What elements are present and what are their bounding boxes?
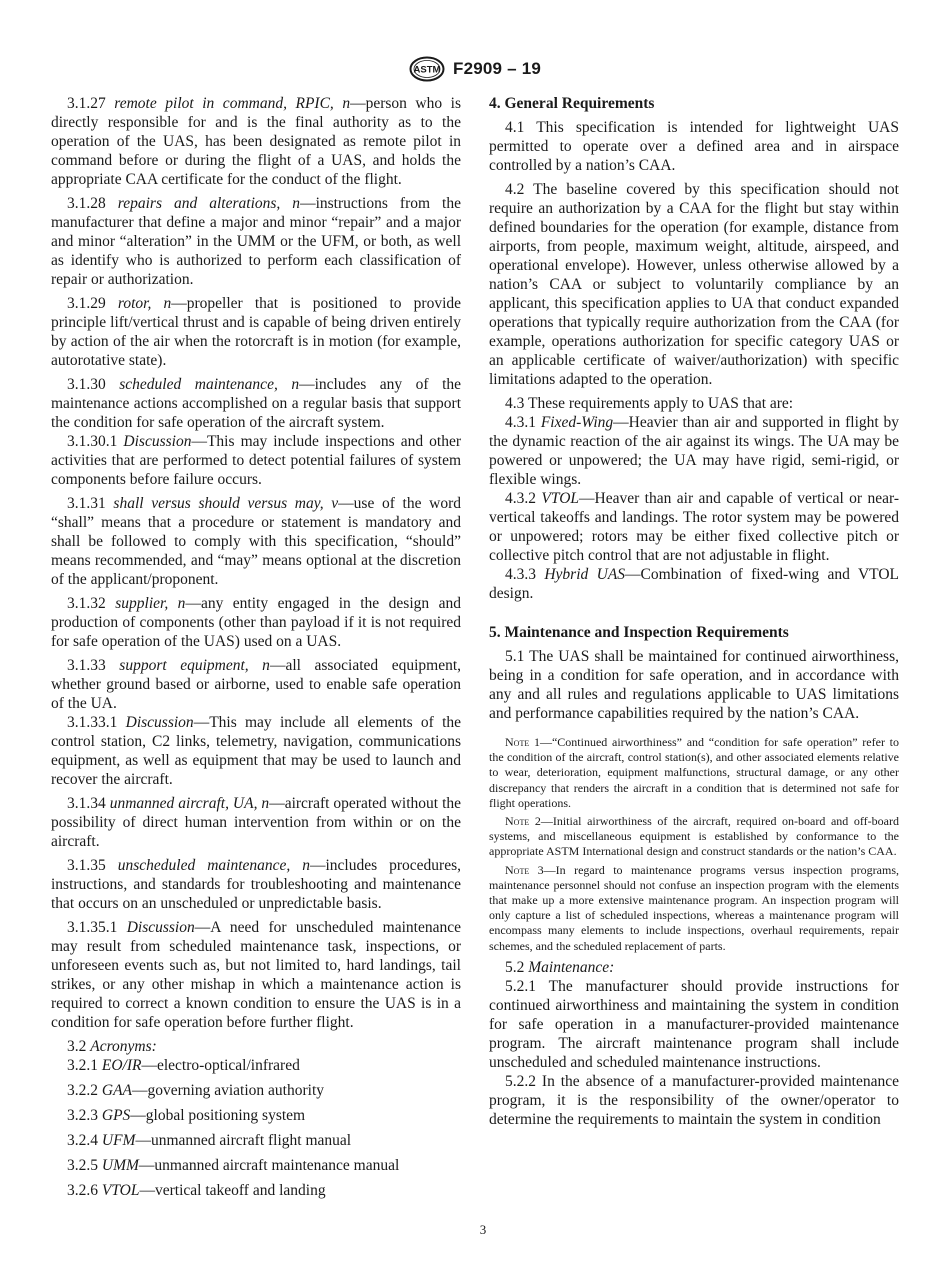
paragraph-4-3-1: 4.3.1 Fixed-Wing—Heavier than air and supported in flight by the dynamic reaction of the air against its wings. The UA may be powered or unpowered; the UA may have rigid, semi-rigid, or flexible wings.	[489, 414, 900, 488]
acronyms-heading: 3.2 Acronyms:	[67, 1038, 157, 1055]
page-header	[0, 56, 950, 82]
acronym-3-2-5: 3.2.5 UMM—unmanned aircraft maintenance manual	[67, 1157, 400, 1174]
definition-3-1-34: 3.1.34 unmanned aircraft, UA, n—aircraft operated without the possibility of direct human intervention from within or on the aircraft.	[51, 795, 461, 850]
paragraph-5-2: 5.2 Maintenance:	[505, 958, 615, 976]
definition-3-1-32: 3.1.32 supplier, n—any entity engaged in the design and production of components (other than payload if it is not required for safe operation of the UAS) used on a UAS.	[51, 595, 461, 650]
discussion-3-1-30-1: 3.1.30.1 Discussion—This may include inspections and other activities that are performed to detect potential failures of system components before failure occurs.	[51, 433, 461, 488]
discussion-3-1-35-1: 3.1.35.1 Discussion—A need for unscheduled maintenance may result from scheduled maintenance task, inspections, or unforeseen events such as, but not limited to, hard landings, tail strikes, or any other mishap in which a maintenance action is required to correct a known condition to ensure the UAS is in a condition for safe operation before further flight.	[51, 919, 462, 1031]
paragraph-4-3-3: 4.3.3 Hybrid UAS—Combination of fixed-wing and VTOL design.	[489, 566, 899, 602]
definition-3-1-33: 3.1.33 support equipment, n—all associated equipment, whether ground based or airborne, used to enable safe operation of the UA.	[51, 657, 462, 712]
astm-logo-text: ASTM	[413, 64, 441, 76]
definition-3-1-29: 3.1.29 rotor, n—propeller that is positioned to provide principle lift/vertical thrust and is capable of being driven entirely by action of the air when the rotorcraft is in motion (for example, autorotative state).	[51, 295, 462, 369]
discussion-3-1-33-1: 3.1.33.1 Discussion—This may include all elements of the control station, C2 links, telemetry, navigation, communications equipment, as well as equipment that may be used to launch and recover the aircraft.	[51, 714, 462, 788]
note-3: Note 3—In regard to maintenance programs versus inspection programs, maintenance personnel should not confuse an inspection program with the elements that make up a more extensive maintenance program. An inspection program will only capture a list of scheduled inspections, whereas a maintenance program will encompass many elements to include inspections, overhaul requirements, repair schemes, and the scheduled replacement of parts.	[489, 862, 899, 953]
paragraph-4-1: 4.1 This specification is intended for lightweight UAS permitted to operate over a defined area and in airspace controlled by a nation’s CAA.	[489, 119, 899, 174]
document-designation: F2909 – 19	[452, 59, 541, 78]
definition-3-1-31: 3.1.31 shall versus should versus may, v—use of the word “shall” means that a procedure or statement is mandatory and shall be followed to comply with this specification, “should” means recommended, and “may” means optional at the discretion of the applicant/proponent.	[51, 495, 462, 588]
right-column	[489, 94, 899, 1129]
note-2: Note 2—Initial airworthiness of the aircraft, required on-board and off-board systems, and miscellaneous equipment is established by conformance to the appropriate ASTM International design and construct standards or the nation’s CAA.	[489, 814, 899, 859]
paragraph-5-1: 5.1 The UAS shall be maintained for continued airworthiness, being in a condition for safe operation, and in accordance with any and all rules and regulations applicable to UAS limitations and performance capabilities required by the nation’s CAA.	[489, 648, 899, 722]
section-4-heading: 4. General Requirements	[489, 95, 655, 112]
astm-logo-icon	[409, 56, 445, 82]
definition-3-1-35: 3.1.35 unscheduled maintenance, n—includes procedures, instructions, and standards for troubleshooting and maintenance that occurs on an unscheduled or unpredictable basis.	[51, 857, 461, 912]
note-1: Note 1—“Continued airworthiness” and “condition for safe operation” refer to the condition of the aircraft, control station(s), and other associated elements relative to wear, deterioration, equipment malfunctions, structural damage, or any other discrepancy that renders the aircraft in a condition that is determined not safe for flight operations.	[489, 735, 899, 810]
paragraph-4-2: 4.2 The baseline covered by this specification should not require an authorization by a CAA for the flight but stay within defined boundaries for the operation (for example, distance from airports, from people, maximum weight, altitude, airspeed, and operational envelope). However, unless otherwise allowed by a nation’s CAA or subject to voluntarily compliance by an applicant, this specification applies to UA that conduct expanded operations that typically require authorization from the CAA (for example, operations authorization for specific category UAS or an applicable certificate of waiver/authorization) with specific limitations adapted to the operation.	[489, 181, 899, 388]
acronym-3-2-1: 3.2.1 EO/IR—electro-optical/infrared	[67, 1057, 300, 1074]
paragraph-4-3: 4.3 These requirements apply to UAS that are:	[505, 395, 794, 412]
page-number: 3	[479, 1222, 487, 1237]
paragraph-5-2-1: 5.2.1 The manufacturer should provide instructions for continued airworthiness and maintaining the system in condition for safe operation in a manufacturer-provided maintenance program. The aircraft maintenance program shall include unscheduled and scheduled maintenance instructions.	[489, 977, 899, 1071]
definition-3-1-28: 3.1.28 repairs and alterations, n—instructions from the manufacturer that define a major and minor “repair” and a major and minor “alteration” in the UMM or the UFM, or both, as well as identify who is authorized to perform each classification of repair or authorization.	[51, 195, 461, 288]
definition-3-1-27: 3.1.27 remote pilot in command, RPIC, n—person who is directly responsible for and is the final authority as to the operation of the UAS, has been designated as remote pilot in command before or during the flight of a UAS, and holds the appropriate CAA certificate for the conduct of the flight.	[51, 95, 461, 188]
acronym-3-2-3: 3.2.3 GPS—global positioning system	[67, 1107, 306, 1124]
acronym-3-2-6: 3.2.6 VTOL—vertical takeoff and landing	[67, 1182, 326, 1199]
section-5-heading: 5. Maintenance and Inspection Requirements	[489, 624, 789, 641]
acronym-3-2-4: 3.2.4 UFM—unmanned aircraft flight manual	[67, 1132, 352, 1149]
acronym-3-2-2: 3.2.2 GAA—governing aviation authority	[67, 1082, 325, 1099]
paragraph-5-2-2: 5.2.2 In the absence of a manufacturer-provided maintenance program, it is the responsibility of the owner/operator to determine the requirements to maintain the system in condition	[489, 1072, 899, 1128]
left-column	[51, 94, 461, 1200]
definition-3-1-30: 3.1.30 scheduled maintenance, n—includes any of the maintenance actions accomplished on a regular basis that support the condition for safe operation of the aircraft system.	[51, 376, 461, 431]
paragraph-4-3-2: 4.3.2 VTOL—Heaver than air and capable of vertical or near-vertical takeoffs and landings. The rotor system may be powered or unpowered; rotors may be either fixed collective pitch or collective pitch control that are not adjustable in flight.	[489, 490, 899, 564]
